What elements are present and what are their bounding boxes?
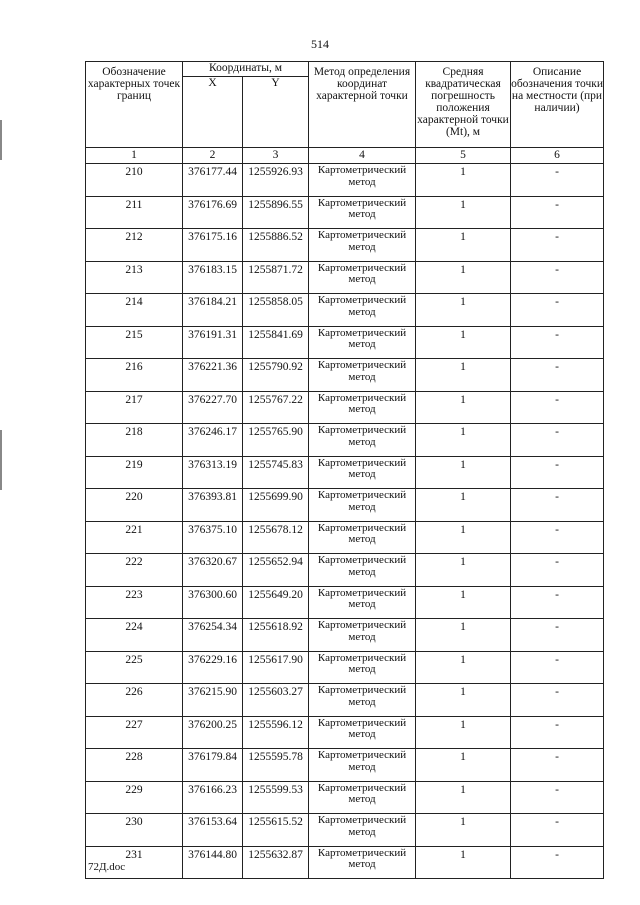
- column-number: 3: [243, 148, 309, 164]
- coord-y: 1255765.90: [243, 424, 309, 457]
- coord-y: 1255745.83: [243, 456, 309, 489]
- table-body: [86, 164, 604, 879]
- coord-y: 1255699.90: [243, 489, 309, 522]
- table-row: [86, 456, 604, 489]
- mt-value: 1: [416, 586, 511, 619]
- coord-x: 376200.25: [183, 716, 243, 749]
- point-id: 219: [86, 456, 183, 489]
- coord-x: 376320.67: [183, 554, 243, 587]
- description: -: [511, 716, 604, 749]
- coord-x: 376215.90: [183, 684, 243, 717]
- mt-value: 1: [416, 749, 511, 782]
- description: -: [511, 456, 604, 489]
- table-row: [86, 554, 604, 587]
- method: Картометрический метод: [309, 456, 416, 489]
- method: Картометрический метод: [309, 846, 416, 879]
- mt-value: 1: [416, 521, 511, 554]
- method: Картометрический метод: [309, 424, 416, 457]
- coord-y: 1255841.69: [243, 326, 309, 359]
- point-id: 218: [86, 424, 183, 457]
- table-row: [86, 391, 604, 424]
- mt-value: 1: [416, 261, 511, 294]
- coord-y: 1255599.53: [243, 781, 309, 814]
- point-id: 229: [86, 781, 183, 814]
- point-id: 210: [86, 164, 183, 197]
- mt-value: 1: [416, 164, 511, 197]
- mt-value: 1: [416, 619, 511, 652]
- coord-y: 1255618.92: [243, 619, 309, 652]
- coord-y: 1255617.90: [243, 651, 309, 684]
- page-number: 514: [311, 37, 329, 51]
- coord-y: 1255652.94: [243, 554, 309, 587]
- coord-x: 376177.44: [183, 164, 243, 197]
- mt-value: 1: [416, 456, 511, 489]
- table-row: [86, 749, 604, 782]
- mt-value: 1: [416, 846, 511, 879]
- table-row: [86, 619, 604, 652]
- coord-y: 1255603.27: [243, 684, 309, 717]
- mt-value: 1: [416, 391, 511, 424]
- method: Картометрический метод: [309, 164, 416, 197]
- mt-value: 1: [416, 326, 511, 359]
- coord-x: 376153.64: [183, 814, 243, 847]
- header-error: Средняя квадратическая погрешность положения характерной точки (Mt), м: [416, 62, 511, 148]
- description: -: [511, 261, 604, 294]
- coord-y: 1255596.12: [243, 716, 309, 749]
- table-row: [86, 164, 604, 197]
- point-id: 231: [86, 846, 183, 879]
- point-id: 224: [86, 619, 183, 652]
- point-id: 212: [86, 229, 183, 262]
- mt-value: 1: [416, 716, 511, 749]
- mt-value: 1: [416, 196, 511, 229]
- mt-value: 1: [416, 489, 511, 522]
- coord-y: 1255790.92: [243, 359, 309, 392]
- table-row: [86, 846, 604, 879]
- column-number: 5: [416, 148, 511, 164]
- method: Картометрический метод: [309, 196, 416, 229]
- point-id: 215: [86, 326, 183, 359]
- description: -: [511, 554, 604, 587]
- point-id: 211: [86, 196, 183, 229]
- point-id: 228: [86, 749, 183, 782]
- header-description: Описание обозначения точки на местности (при наличии): [511, 62, 604, 148]
- header-row: [86, 62, 604, 77]
- method: Картометрический метод: [309, 619, 416, 652]
- point-id: 220: [86, 489, 183, 522]
- point-id: 214: [86, 294, 183, 327]
- coord-x: 376191.31: [183, 326, 243, 359]
- table-row: [86, 359, 604, 392]
- column-number: 1: [86, 148, 183, 164]
- point-id: 217: [86, 391, 183, 424]
- description: -: [511, 164, 604, 197]
- footer-filename: 72Д.doc: [88, 861, 126, 873]
- scan-edge-mark: [0, 120, 2, 160]
- coord-y: 1255632.87: [243, 846, 309, 879]
- coord-x: 376300.60: [183, 586, 243, 619]
- mt-value: 1: [416, 294, 511, 327]
- coord-y: 1255858.05: [243, 294, 309, 327]
- column-number: 6: [511, 148, 604, 164]
- table-row: [86, 684, 604, 717]
- description: -: [511, 294, 604, 327]
- method: Картометрический метод: [309, 294, 416, 327]
- table-row: [86, 424, 604, 457]
- point-id: 227: [86, 716, 183, 749]
- point-id: 223: [86, 586, 183, 619]
- point-id: 225: [86, 651, 183, 684]
- table-row: [86, 294, 604, 327]
- method: Картометрический метод: [309, 521, 416, 554]
- coord-y: 1255615.52: [243, 814, 309, 847]
- header-x: X: [183, 77, 243, 148]
- coord-x: 376179.84: [183, 749, 243, 782]
- description: -: [511, 229, 604, 262]
- column-number-row: [86, 148, 604, 164]
- description: -: [511, 814, 604, 847]
- coord-x: 376393.81: [183, 489, 243, 522]
- description: -: [511, 846, 604, 879]
- coord-x: 376254.34: [183, 619, 243, 652]
- coord-x: 376166.23: [183, 781, 243, 814]
- table-row: [86, 716, 604, 749]
- coord-x: 376184.21: [183, 294, 243, 327]
- description: -: [511, 196, 604, 229]
- mt-value: 1: [416, 651, 511, 684]
- coord-x: 376221.36: [183, 359, 243, 392]
- description: -: [511, 651, 604, 684]
- mt-value: 1: [416, 554, 511, 587]
- mt-value: 1: [416, 781, 511, 814]
- table-row: [86, 326, 604, 359]
- header-designation: Обозначение характерных точек границ: [86, 62, 183, 148]
- description: -: [511, 326, 604, 359]
- method: Картометрический метод: [309, 814, 416, 847]
- coord-x: 376246.17: [183, 424, 243, 457]
- coord-x: 376313.19: [183, 456, 243, 489]
- coord-y: 1255886.52: [243, 229, 309, 262]
- table-row: [86, 196, 604, 229]
- coord-x: 376175.16: [183, 229, 243, 262]
- method: Картометрический метод: [309, 326, 416, 359]
- coord-y: 1255871.72: [243, 261, 309, 294]
- coord-x: 376183.15: [183, 261, 243, 294]
- table-row: [86, 521, 604, 554]
- description: -: [511, 684, 604, 717]
- mt-value: 1: [416, 684, 511, 717]
- column-number: 4: [309, 148, 416, 164]
- method: Картометрический метод: [309, 586, 416, 619]
- mt-value: 1: [416, 424, 511, 457]
- description: -: [511, 781, 604, 814]
- method: Картометрический метод: [309, 489, 416, 522]
- table-row: [86, 229, 604, 262]
- coord-x: 376144.80: [183, 846, 243, 879]
- description: -: [511, 521, 604, 554]
- method: Картометрический метод: [309, 781, 416, 814]
- table-row: [86, 586, 604, 619]
- point-id: 230: [86, 814, 183, 847]
- method: Картометрический метод: [309, 229, 416, 262]
- coord-y: 1255767.22: [243, 391, 309, 424]
- mt-value: 1: [416, 814, 511, 847]
- table-row: [86, 489, 604, 522]
- table-row: [86, 781, 604, 814]
- point-id: 216: [86, 359, 183, 392]
- coord-x: 376229.16: [183, 651, 243, 684]
- column-number: 2: [183, 148, 243, 164]
- coord-x: 376227.70: [183, 391, 243, 424]
- mt-value: 1: [416, 359, 511, 392]
- point-id: 226: [86, 684, 183, 717]
- scan-edge-mark: [0, 430, 2, 490]
- coord-y: 1255649.20: [243, 586, 309, 619]
- description: -: [511, 489, 604, 522]
- coord-y: 1255595.78: [243, 749, 309, 782]
- table-row: [86, 814, 604, 847]
- mt-value: 1: [416, 229, 511, 262]
- description: -: [511, 359, 604, 392]
- method: Картометрический метод: [309, 359, 416, 392]
- coord-y: 1255896.55: [243, 196, 309, 229]
- description: -: [511, 391, 604, 424]
- point-id: 222: [86, 554, 183, 587]
- method: Картометрический метод: [309, 391, 416, 424]
- table-row: [86, 651, 604, 684]
- method: Картометрический метод: [309, 554, 416, 587]
- header-method: Метод определения координат характерной точки: [309, 62, 416, 148]
- coord-y: 1255926.93: [243, 164, 309, 197]
- method: Картометрический метод: [309, 651, 416, 684]
- description: -: [511, 424, 604, 457]
- description: -: [511, 619, 604, 652]
- header-y: Y: [243, 77, 309, 148]
- point-id: 213: [86, 261, 183, 294]
- method: Картометрический метод: [309, 684, 416, 717]
- coord-x: 376375.10: [183, 521, 243, 554]
- method: Картометрический метод: [309, 716, 416, 749]
- method: Картометрический метод: [309, 261, 416, 294]
- description: -: [511, 749, 604, 782]
- table-row: [86, 261, 604, 294]
- coord-y: 1255678.12: [243, 521, 309, 554]
- header-coordinates: Координаты, м: [183, 62, 309, 77]
- boundary-points-table: [85, 61, 604, 879]
- method: Картометрический метод: [309, 749, 416, 782]
- description: -: [511, 586, 604, 619]
- coord-x: 376176.69: [183, 196, 243, 229]
- point-id: 221: [86, 521, 183, 554]
